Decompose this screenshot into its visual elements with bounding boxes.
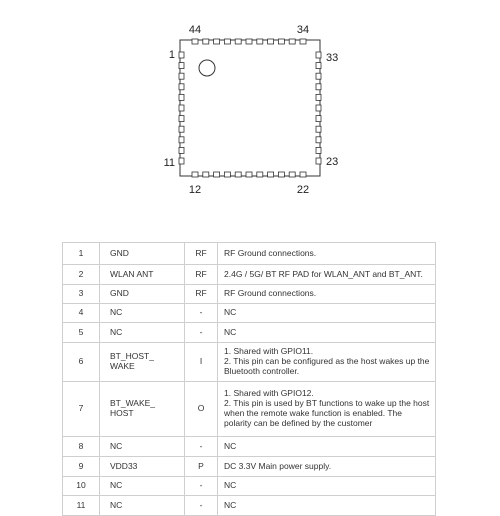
table-row bbox=[63, 477, 436, 496]
pin-name-cell: GND bbox=[100, 285, 185, 304]
chip-pin-left bbox=[179, 158, 184, 164]
pin-description-cell bbox=[218, 457, 436, 477]
chip-outline bbox=[180, 40, 320, 176]
table-row bbox=[63, 265, 436, 285]
pin-type-cell: RF bbox=[185, 265, 218, 285]
label-pin-33: 33 bbox=[326, 52, 339, 64]
pin-number-cell: 7 bbox=[63, 382, 100, 437]
pin-name-cell: NC bbox=[100, 323, 185, 343]
table-row bbox=[63, 304, 436, 323]
chip-pin-bottom bbox=[203, 172, 209, 177]
table-row bbox=[63, 496, 436, 516]
pin-number-cell: 11 bbox=[63, 496, 100, 516]
pin-description-line: NC bbox=[224, 326, 237, 337]
chip-pin-top bbox=[257, 39, 263, 44]
pin-description-cell bbox=[218, 477, 436, 496]
chip-pin-bottom bbox=[300, 172, 306, 177]
pin-description-line: 2. This pin is used by BT functions to wake up the host when the remote wake function is enabled. The polarity can be defined by the customer bbox=[224, 398, 430, 428]
pin-description-line: NC bbox=[224, 499, 237, 510]
label-pin-23: 23 bbox=[326, 156, 339, 168]
label-pin-34: 34 bbox=[296, 24, 310, 36]
label-pin-12: 12 bbox=[188, 184, 202, 196]
chip-pin-bottom bbox=[224, 172, 230, 177]
chip-pin-top bbox=[300, 39, 306, 44]
pin-name-cell: WLAN ANT bbox=[100, 265, 185, 285]
pin-type-cell: - bbox=[185, 496, 218, 516]
chip-pin-right bbox=[316, 63, 321, 69]
pins-left bbox=[179, 52, 184, 164]
chip-body bbox=[180, 40, 320, 176]
label-pin-1: 1 bbox=[168, 49, 175, 61]
chip-pin-left bbox=[179, 84, 184, 90]
chip-pin-top bbox=[224, 39, 230, 44]
pin-type-cell: - bbox=[185, 477, 218, 496]
chip-pin-left bbox=[179, 73, 184, 79]
pin-number-cell: 8 bbox=[63, 437, 100, 457]
chip-pin-left bbox=[179, 52, 184, 58]
chip-pin-bottom bbox=[257, 172, 263, 177]
pin-name-cell: VDD33 bbox=[100, 457, 185, 477]
pin-number-cell: 1 bbox=[63, 243, 100, 265]
pin-table-body bbox=[63, 243, 436, 516]
pin-name-cell: NC bbox=[100, 496, 185, 516]
pin-type-cell: - bbox=[185, 437, 218, 457]
chip-pin-top bbox=[268, 39, 274, 44]
pins-top bbox=[192, 39, 306, 44]
pin-name-cell: GND bbox=[100, 243, 185, 265]
pin-description-line: NC bbox=[224, 480, 237, 491]
chip-pin-right bbox=[316, 116, 321, 122]
pin-description-line: 2.4G / 5G/ BT RF PAD for WLAN_ANT and BT_ANT. bbox=[224, 268, 423, 279]
pin-description-cell bbox=[218, 343, 436, 382]
chip-pin-right bbox=[316, 84, 321, 90]
pin-name-cell: NC bbox=[100, 304, 185, 323]
pin-description-line: RF Ground connections. bbox=[224, 247, 317, 258]
chip-pin-bottom bbox=[289, 172, 295, 177]
chip-pin-bottom bbox=[268, 172, 274, 177]
pin-description-cell bbox=[218, 304, 436, 323]
pin-type-cell: - bbox=[185, 323, 218, 343]
chip-pin-right bbox=[316, 158, 321, 164]
table-row bbox=[63, 343, 436, 382]
chip-pin-right bbox=[316, 73, 321, 79]
chip-pin-right bbox=[316, 52, 321, 58]
pin-number-cell: 9 bbox=[63, 457, 100, 477]
chip-pin-right bbox=[316, 147, 321, 153]
chip-pin-bottom bbox=[235, 172, 241, 177]
pin-type-cell: O bbox=[185, 382, 218, 437]
chip-pin-bottom bbox=[278, 172, 284, 177]
chip-pin-top bbox=[214, 39, 220, 44]
pin-description-line: DC 3.3V Main power supply. bbox=[224, 460, 332, 471]
pin-description-cell bbox=[218, 496, 436, 516]
pin-description-line: 2. This pin can be configured as the host wakes up the Bluetooth controller. bbox=[224, 356, 430, 376]
chip-pin-right bbox=[316, 105, 321, 111]
table-row bbox=[63, 437, 436, 457]
chip-pin-top bbox=[289, 39, 295, 44]
pin-number-cell: 5 bbox=[63, 323, 100, 343]
table-row bbox=[63, 457, 436, 477]
pin-number-cell: 4 bbox=[63, 304, 100, 323]
chip-pin-left bbox=[179, 147, 184, 153]
chip-pin-right bbox=[316, 137, 321, 143]
chip-pin-top bbox=[235, 39, 241, 44]
chip-pin-bottom bbox=[192, 172, 198, 177]
pin-name-cell: NC bbox=[100, 437, 185, 457]
pin-name-cell: BT_HOST_ WAKE bbox=[100, 343, 185, 382]
chip-pin-left bbox=[179, 137, 184, 143]
pin-description-line: NC bbox=[224, 307, 237, 318]
table-row bbox=[63, 323, 436, 343]
pin-description-cell bbox=[218, 323, 436, 343]
pin-number-cell: 10 bbox=[63, 477, 100, 496]
pin-description-cell bbox=[218, 382, 436, 437]
label-pin-22: 22 bbox=[296, 184, 310, 196]
table-row bbox=[63, 382, 436, 437]
pins-bottom bbox=[192, 172, 306, 177]
pin-description-cell bbox=[218, 265, 436, 285]
pin-name-cell: BT_WAKE_ HOST bbox=[100, 382, 185, 437]
chip-pin-left bbox=[179, 63, 184, 69]
pin-description-cell bbox=[218, 243, 436, 265]
chip-pin-left bbox=[179, 105, 184, 111]
pin-type-cell: I bbox=[185, 343, 218, 382]
chip-pin-left bbox=[179, 94, 184, 100]
pin-description-line: RF Ground connections. bbox=[224, 288, 317, 299]
chip-pin-top bbox=[192, 39, 198, 44]
pin-type-cell: - bbox=[185, 304, 218, 323]
label-pin-11: 11 bbox=[163, 157, 175, 169]
chip-pin-right bbox=[316, 126, 321, 132]
pin-description-line: 1. Shared with GPIO11. bbox=[224, 346, 314, 357]
pins-right bbox=[316, 52, 321, 164]
pin-number-cell: 6 bbox=[63, 343, 100, 382]
pin-description-cell bbox=[218, 437, 436, 457]
table-row bbox=[63, 285, 436, 304]
chip-pin-top bbox=[278, 39, 284, 44]
pin-type-cell: RF bbox=[185, 285, 218, 304]
chip-pin-bottom bbox=[214, 172, 220, 177]
chip-pin-bottom bbox=[246, 172, 252, 177]
pin-description-cell bbox=[218, 285, 436, 304]
chip-pin-top bbox=[203, 39, 209, 44]
label-pin-44: 44 bbox=[188, 24, 202, 36]
pin-number-cell: 3 bbox=[63, 285, 100, 304]
pin-name-cell: NC bbox=[100, 477, 185, 496]
table-row bbox=[63, 243, 436, 265]
pin-type-cell: RF bbox=[185, 243, 218, 265]
chip-pin-left bbox=[179, 116, 184, 122]
pin-number-cell: 2 bbox=[63, 265, 100, 285]
chip-pin-top bbox=[246, 39, 252, 44]
pin-type-cell: P bbox=[185, 457, 218, 477]
pin-description-line: 1. Shared with GPIO12. bbox=[224, 388, 314, 399]
pin-description-line: NC bbox=[224, 440, 237, 451]
pin-definition-table bbox=[62, 242, 436, 516]
chip-pinout-diagram bbox=[0, 0, 500, 230]
chip-pin-right bbox=[316, 94, 321, 100]
chip-pin-left bbox=[179, 126, 184, 132]
